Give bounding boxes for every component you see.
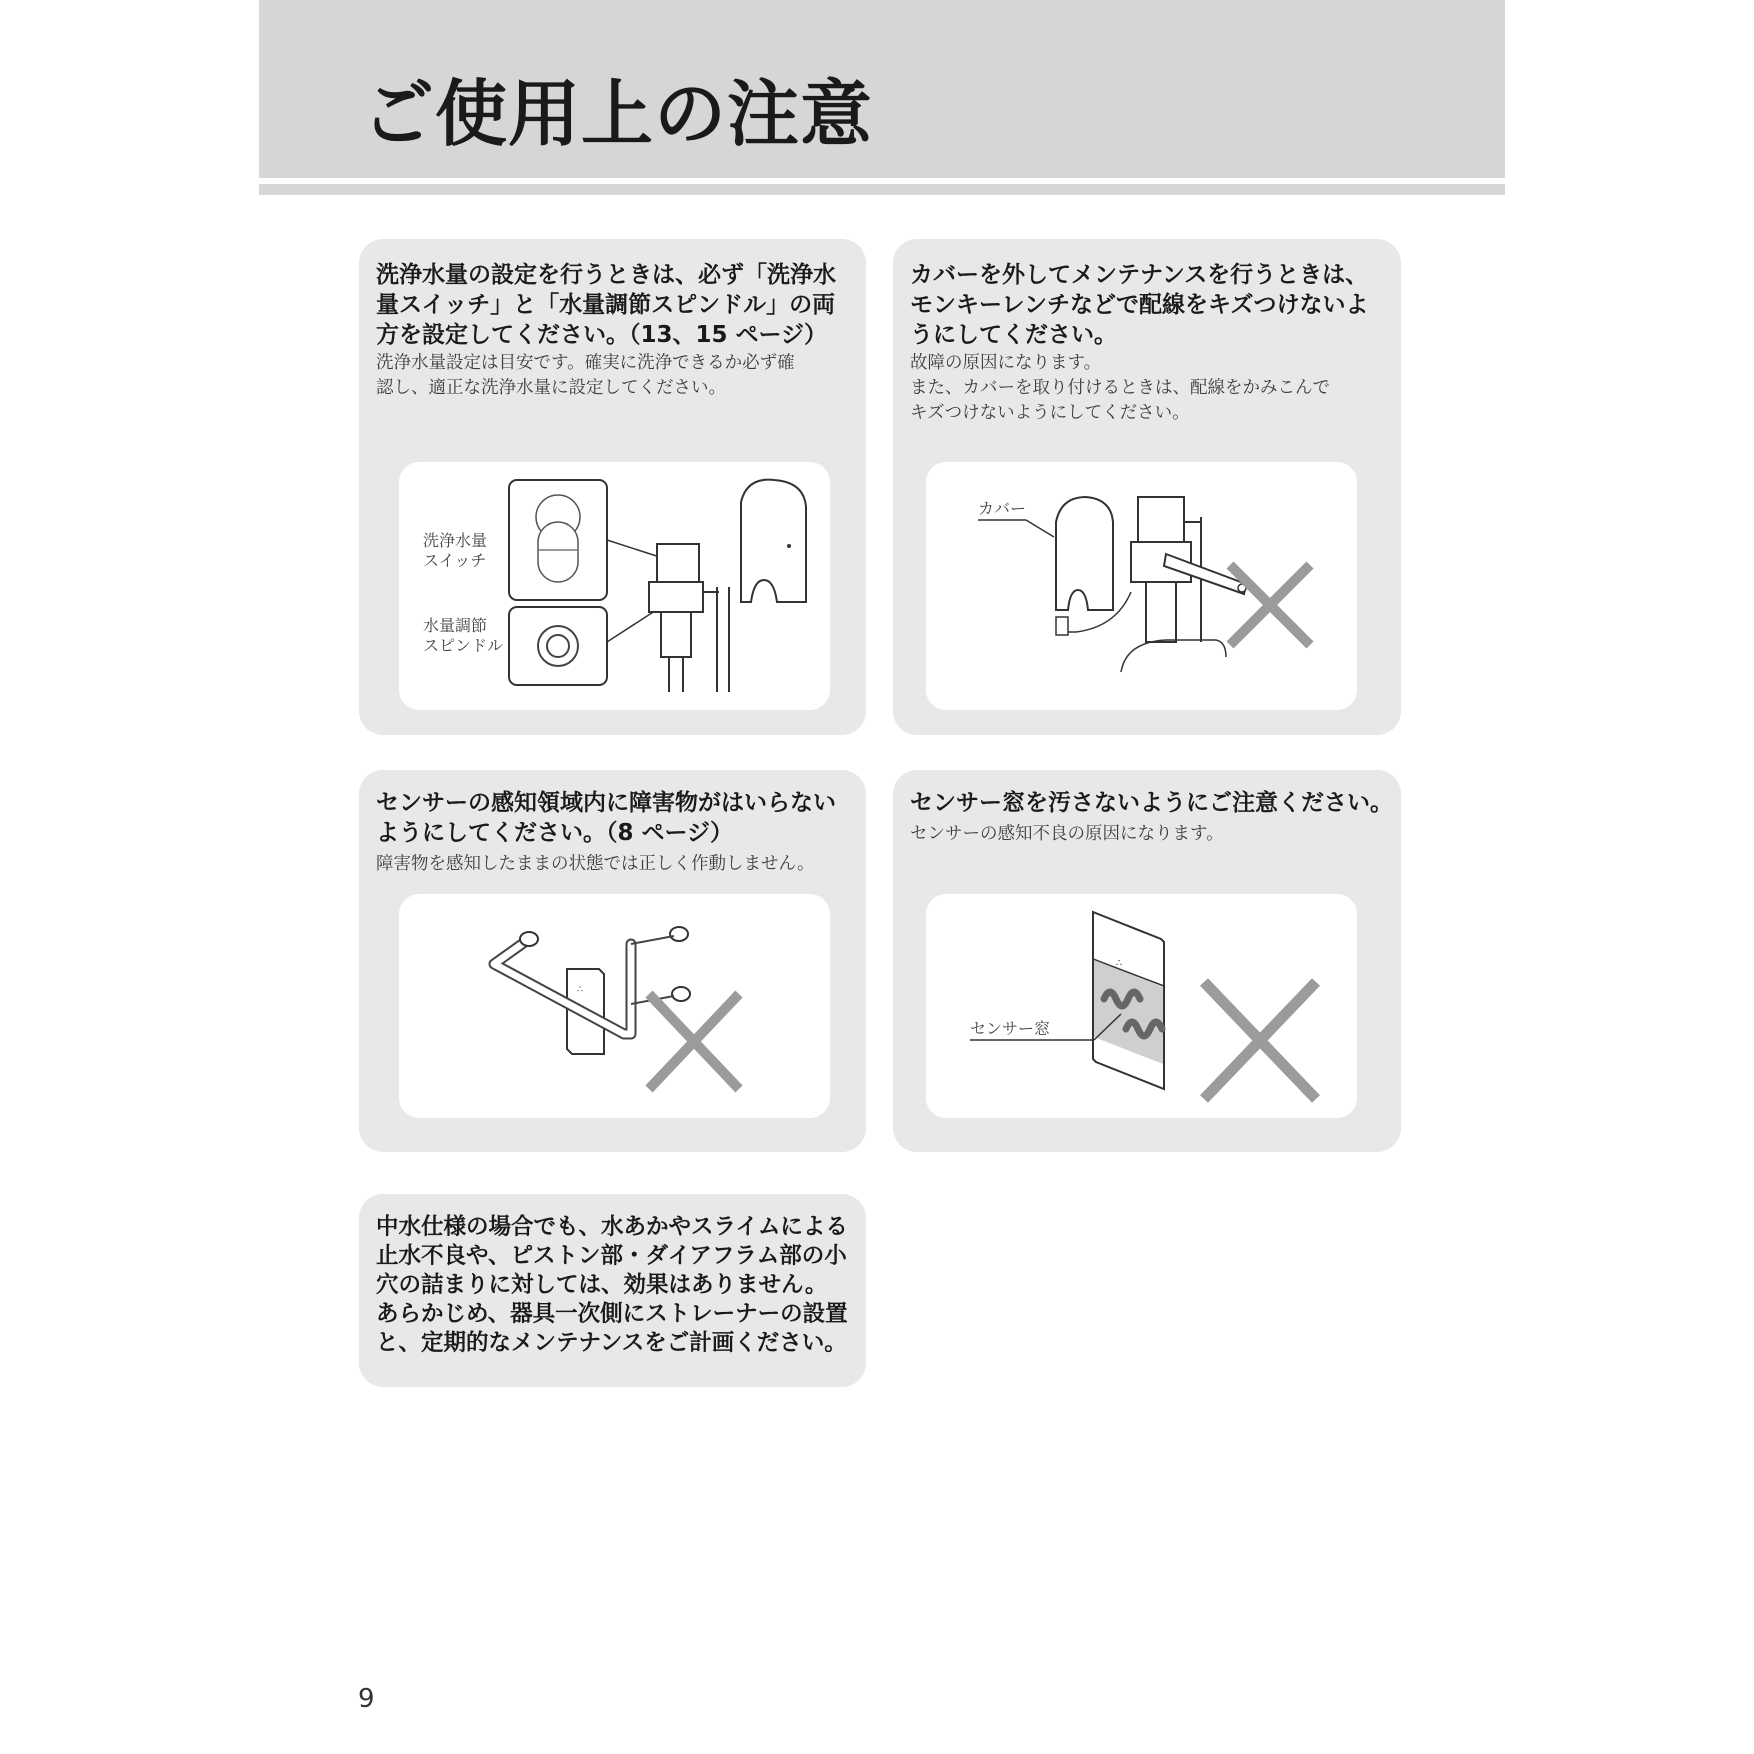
note-line: 認し、適正な洗浄水量に設定してください。 xyxy=(376,378,726,398)
note-line: 故障の原因になります。 xyxy=(910,353,1102,373)
spindle-label: 水量調節スピンドル xyxy=(423,616,504,655)
illustration-grab-bar xyxy=(399,894,830,1118)
note-line: また、カバーを取り付けるときは、配線をかみこんで xyxy=(910,378,1330,398)
card-heading xyxy=(910,788,1393,818)
card-heading xyxy=(376,788,836,848)
caution-card-cover-maintenance xyxy=(893,239,1401,735)
caution-card-sensor-window xyxy=(893,770,1401,1152)
page-number: 9 xyxy=(358,1684,375,1714)
heading-line: 穴の詰まりに対しては、効果はありません。 xyxy=(376,1272,828,1298)
heading-line: 洗浄水量の設定を行うときは、必ず「洗浄水 xyxy=(376,262,836,288)
card-note xyxy=(376,852,815,877)
page-title: ご使用上の注意 xyxy=(362,72,874,156)
grab-bar-diagram xyxy=(399,894,830,1118)
card-heading xyxy=(376,1213,848,1358)
caution-card-sensor-obstruction xyxy=(359,770,866,1152)
heading-line: 止水不良や、ピストン部・ダイアフラム部の小 xyxy=(376,1243,847,1269)
switch-label: 洗浄水量スイッチ xyxy=(423,531,488,570)
sensor-window-diagram xyxy=(926,894,1357,1118)
heading-line: 方を設定してください。（13、15 ページ） xyxy=(376,322,828,348)
caution-card-flush-volume xyxy=(359,239,866,735)
heading-line: と、定期的なメンテナンスをご計画ください。 xyxy=(376,1330,847,1356)
cover-label: カバー xyxy=(978,499,1027,518)
note-line: キズつけないようにしてください。 xyxy=(910,403,1190,423)
cover-wrench-diagram xyxy=(926,462,1357,710)
sensor-window-label: センサー窓 xyxy=(970,1019,1051,1038)
heading-line: 量スイッチ」と「水量調節スピンドル」の両 xyxy=(376,292,836,318)
note-line: 障害物を感知したままの状態では正しく作動しません。 xyxy=(376,854,815,874)
illustration-sensor-window xyxy=(926,894,1357,1118)
heading-line: うにしてください。 xyxy=(910,322,1117,348)
heading-line: あらかじめ、器具一次側にストレーナーの設置 xyxy=(376,1301,848,1327)
card-note xyxy=(376,351,795,401)
card-note xyxy=(910,822,1224,847)
note-line: 洗浄水量設定は目安です。確実に洗浄できるか必ず確 xyxy=(376,353,795,373)
card-heading xyxy=(376,260,836,350)
flush-valve-diagram xyxy=(399,462,830,710)
heading-line: センサーの感知領域内に障害物がはいらない xyxy=(376,790,836,816)
illustration-cover-wrench xyxy=(926,462,1357,710)
heading-line: 中水仕様の場合でも、水あかやスライムによる xyxy=(376,1214,848,1240)
card-heading xyxy=(910,260,1369,350)
cover-drawing xyxy=(1056,497,1113,610)
heading-line: センサー窓を汚さないようにご注意ください。 xyxy=(910,790,1393,816)
card-note xyxy=(910,351,1330,426)
caution-card-gray-water xyxy=(359,1194,866,1387)
svg-text:∴: ∴ xyxy=(1116,958,1123,969)
svg-text:∴: ∴ xyxy=(577,985,583,995)
heading-line: カバーを外してメンテナンスを行うときは、 xyxy=(910,262,1369,288)
cover-drawing xyxy=(741,480,806,602)
header-rule xyxy=(259,184,1505,195)
heading-line: モンキーレンチなどで配線をキズつけないよ xyxy=(910,292,1369,318)
heading-line: ようにしてください。（8 ページ） xyxy=(376,820,734,846)
illustration-flush-valve xyxy=(399,462,830,710)
note-line: センサーの感知不良の原因になります。 xyxy=(910,824,1224,844)
